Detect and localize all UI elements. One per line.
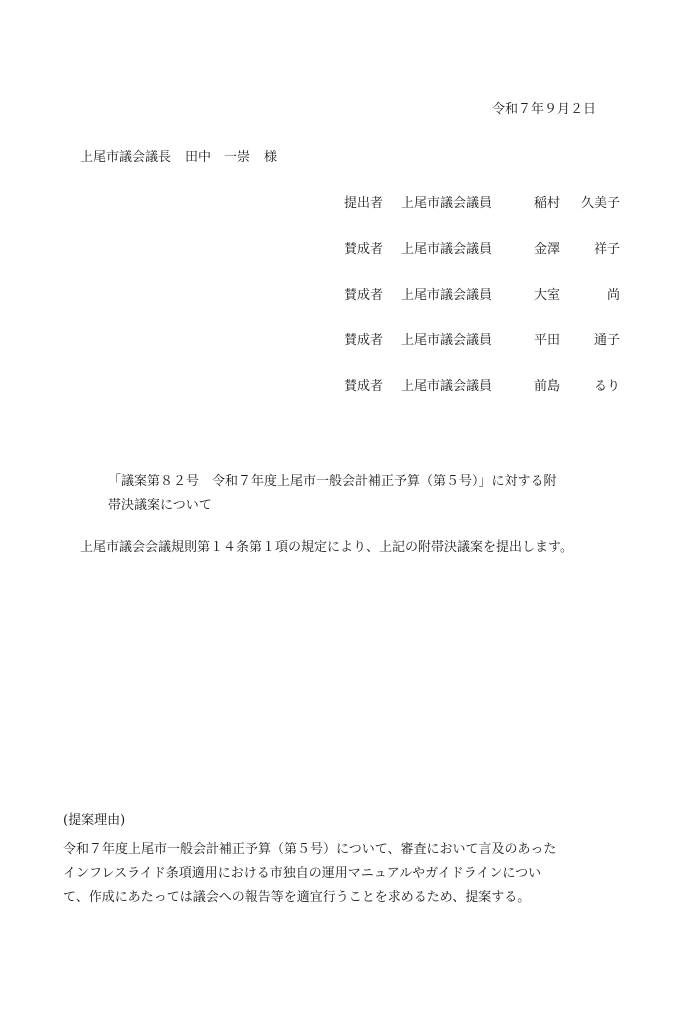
signer-role: 賛成者 xyxy=(344,242,384,257)
reason-heading: (提案理由) xyxy=(63,813,126,828)
reason-line: インフレスライド条項適用における市独自の運用マニュアルやガイドラインについ xyxy=(63,866,542,881)
signer-title: 上尾市議会議員 xyxy=(401,242,493,257)
addressee-role: 上尾市議会議長 xyxy=(80,150,172,165)
addressee-honorific: 様 xyxy=(264,150,278,165)
reason-line: て、作成にあたっては議会への報告等を適宜行うことを求めるため、提案する。 xyxy=(63,890,531,905)
resolution-title xyxy=(108,470,557,518)
reason-body xyxy=(63,838,623,910)
signer-title: 上尾市議会議員 xyxy=(401,379,493,394)
signer-row xyxy=(344,380,634,396)
signer-role: 賛成者 xyxy=(344,379,384,394)
resolution-title-line: 「議案第８２号 令和７年度上尾市一般会計補正予算（第５号）」に対する附 xyxy=(108,474,557,489)
signer-family-name: 金澤 xyxy=(534,242,561,257)
signer-role: 賛成者 xyxy=(344,333,384,348)
signer-family-name: 前島 xyxy=(534,379,561,394)
document-date: 令和７年９月２日 xyxy=(492,102,597,117)
signer-title: 上尾市議会議員 xyxy=(401,196,493,211)
signer-family-name: 大室 xyxy=(534,288,561,303)
signer-family-name: 平田 xyxy=(534,333,561,348)
signer-role: 提出者 xyxy=(344,196,384,211)
signer-title: 上尾市議会議員 xyxy=(401,288,493,303)
reason-line: 令和７年度上尾市一般会計補正予算（第５号）について、審査において言及のあった xyxy=(63,842,557,857)
signer-title: 上尾市議会議員 xyxy=(401,333,493,348)
signer-given-name: 久美子 xyxy=(580,196,620,211)
signer-given-name: 祥子 xyxy=(593,242,620,257)
addressee xyxy=(80,151,277,164)
signer-given-name: 尚 xyxy=(606,288,620,303)
addressee-name: 田中 一崇 xyxy=(185,150,251,165)
signer-row xyxy=(344,197,634,213)
signer-row xyxy=(344,334,634,350)
signer-row xyxy=(344,289,634,305)
submission-statement: 上尾市議会会議規則第１４条第１項の規定により、上記の附帯決議案を提出します。 xyxy=(80,540,573,555)
signer-given-name: るり xyxy=(593,379,620,394)
signer-role: 賛成者 xyxy=(344,288,384,303)
signer-family-name: 稲村 xyxy=(534,196,561,211)
resolution-title-line: 帯決議案について xyxy=(108,498,212,513)
signer-row xyxy=(344,243,634,259)
signer-given-name: 通子 xyxy=(593,333,620,348)
